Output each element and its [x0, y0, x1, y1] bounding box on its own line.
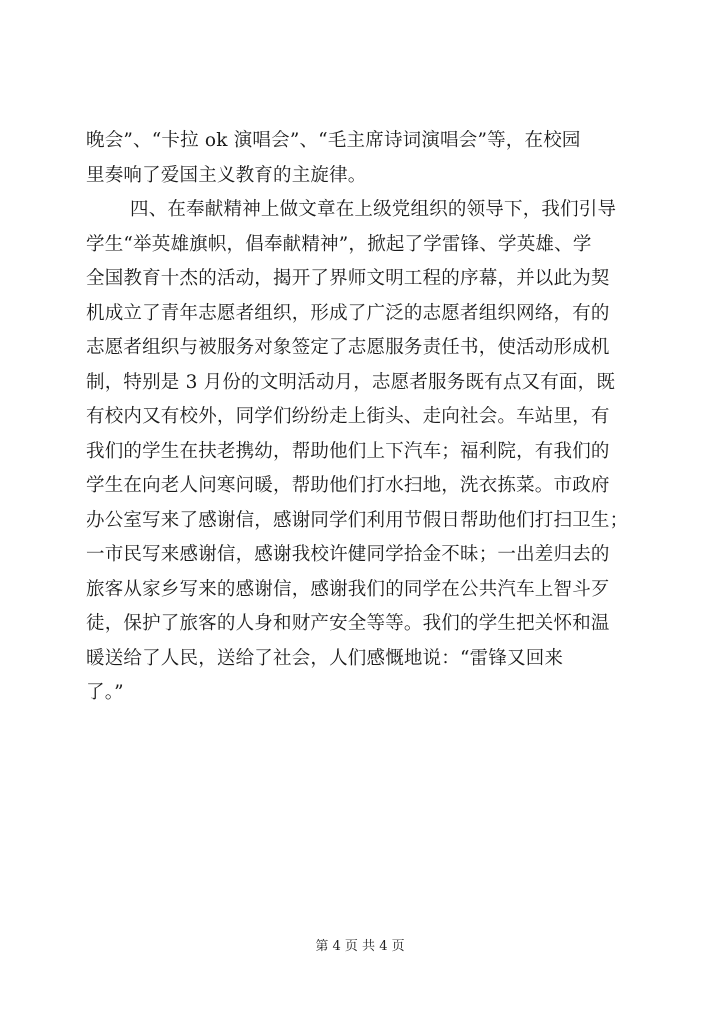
text-line: 里奏响了爱国主义教育的主旋律。 [86, 164, 367, 186]
text-line: 晚会”、“卡拉 ok 演唱会”、“毛主席诗词演唱会”等，在校园 [86, 130, 581, 151]
text-line: 办公室写来了感谢信，感谢同学们利用节假日帮助他们打扫卫生； [86, 509, 629, 531]
text-line: 徒，保护了旅客的人身和财产安全等等。我们的学生把关怀和温 [86, 613, 610, 634]
text-line: 学生“举英雄旗帜，倡奉献精神”，掀起了学雷锋、学英雄、学 [86, 233, 592, 255]
text-line: 我们的学生在扶老携幼，帮助他们上下汽车；福利院，有我们的 [86, 440, 610, 462]
text-line: 全国教育十杰的活动，揭开了界师文明工程的序幕，并以此为契 [86, 268, 610, 289]
text-line: 暖送给了人民，送给了社会，人们感慨地说：“雷锋又回来 [86, 647, 564, 669]
page-footer [0, 938, 720, 956]
text-line: 制，特别是 3 月份的文明活动月，志愿者服务既有点又有面，既 [86, 371, 616, 393]
text-line: 机成立了青年志愿者组织，形成了广泛的志愿者组织网络，有的 [86, 302, 610, 324]
page-number-label: 第 4 页 共 4 页 [315, 939, 405, 954]
text-line: 有校内又有校外，同学们纷纷走上街头、走向社会。车站里，有 [86, 406, 610, 427]
text-line: 志愿者组织与被服务对象签定了志愿服务责任书，使活动形成机 [86, 337, 610, 358]
text-line: 了。” [86, 682, 124, 703]
text-line: 旅客从家乡写来的感谢信，感谢我们的同学在公共汽车上智斗歹 [86, 578, 610, 600]
text-line: 一市民写来感谢信，感谢我校许健同学拾金不昧；一出差归去的 [86, 544, 610, 565]
body-text [86, 124, 646, 711]
paragraph-start-line: 四、在奉献精神上做文章在上级党组织的领导下，我们引导 [130, 199, 617, 220]
text-line: 学生在向老人问寒问暖，帮助他们打水扫地，洗衣拣菜。市政府 [86, 475, 610, 496]
